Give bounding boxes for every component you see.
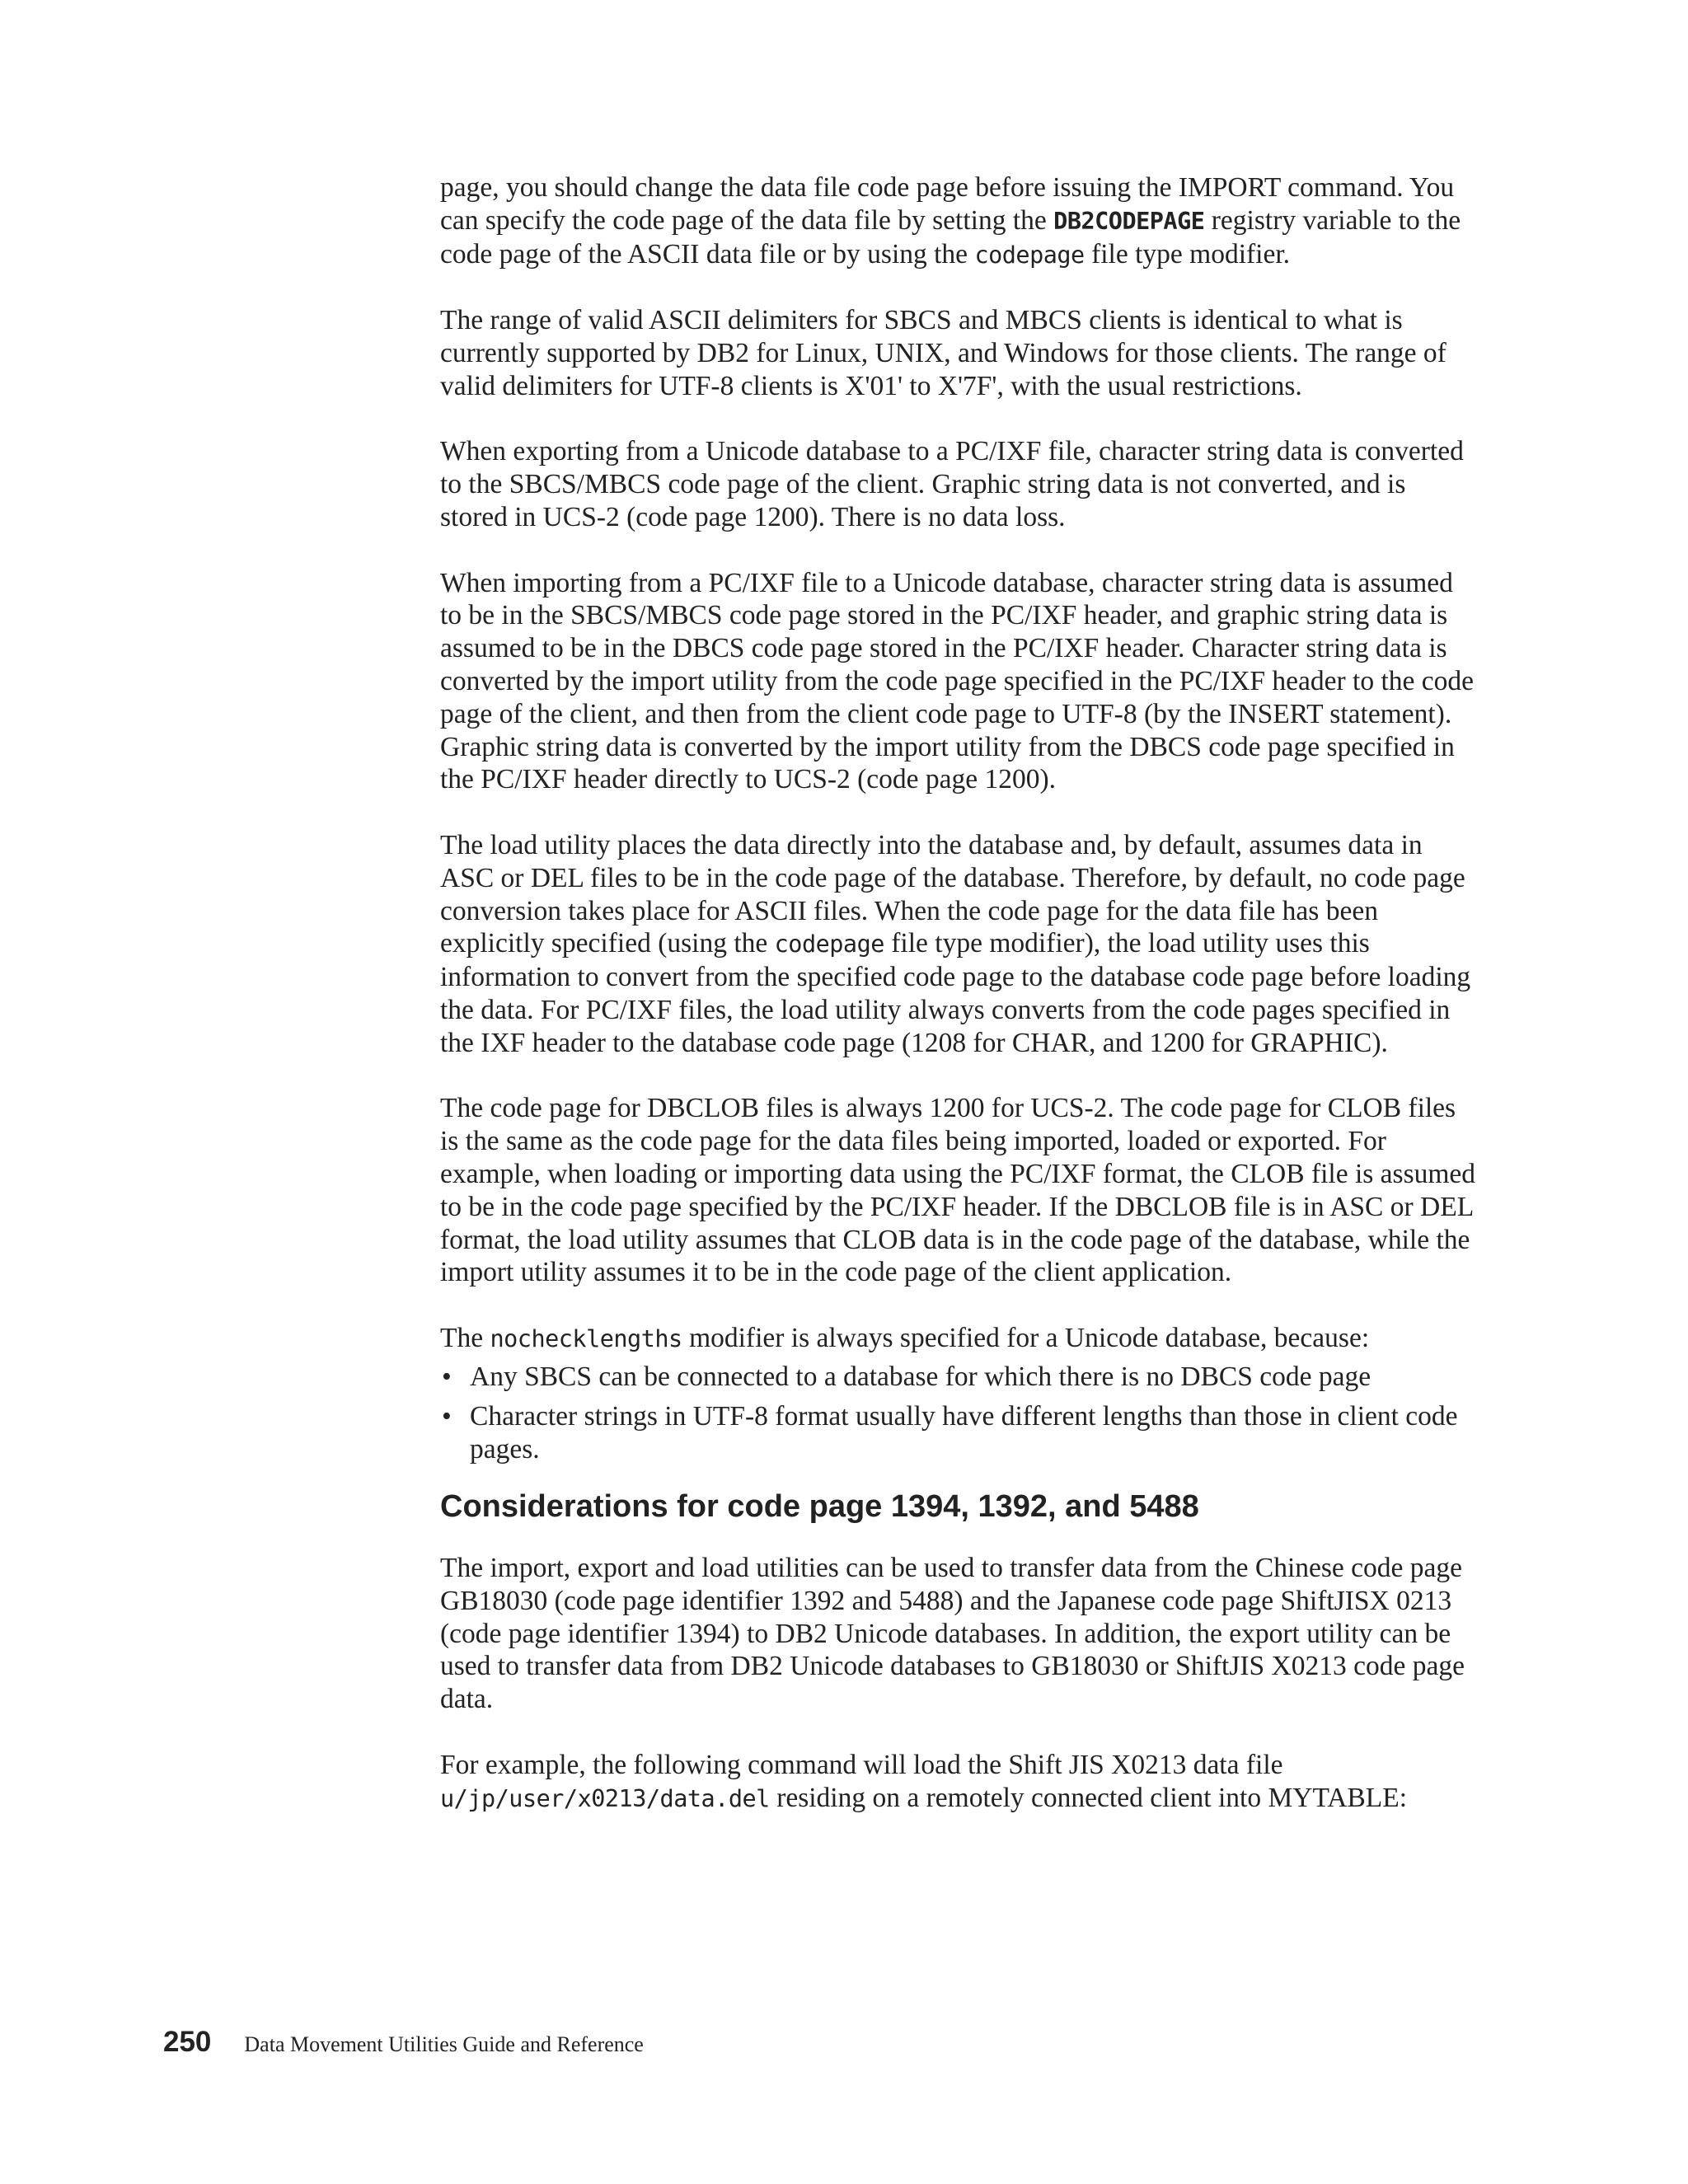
list-item: • Any SBCS can be connected to a database for which there is no DBCS code page [442, 1361, 1372, 1392]
list-item: • Character strings in UTF-8 format usually have different lengths than those in client code pages. [442, 1401, 1458, 1465]
paragraph-ascii-delimiters: The range of valid ASCII delimiters for SBCS and MBCS clients is identical to what is currently supported by DB2 for Linux, UNIX, and Windows for those clients. The range of valid delimiters for UTF-8 clients is X'01' to X'7F', with the usual restrictions. [440, 305, 1447, 401]
codepage-modifier-code: codepage [974, 241, 1085, 269]
paragraph-codepage-import: page, you should change the data file code page before issuing the IMPORT command. You can specify the code page of the data file by setting the DB2CODEPAGE registry variable to the code page of the ASCII data file or by using the codepage file type modifier. [440, 172, 1461, 269]
codepage-modifier-code: codepage [774, 930, 884, 958]
page-body [440, 171, 1479, 1848]
bullet-icon: • [442, 1401, 452, 1432]
file-path-code: u/jp/user/x0213/data.del [440, 1784, 770, 1812]
db2codepage-keyword: DB2CODEPAGE [1053, 207, 1205, 235]
paragraph-exporting-unicode: When exporting from a Unicode database to a PC/IXF file, character string data is converted to the SBCS/MBCS code page of the client. Graphic string data is not converted, and is stored in UCS-2 (code page 1200). There is no data loss. [440, 436, 1464, 532]
bullet-icon: • [442, 1361, 452, 1392]
paragraph-load-example: For example, the following command will load the Shift JIS X0213 data file u/jp/user/x0213/data.del residing on a remotely connected client into MYTABLE: [440, 1749, 1408, 1813]
reasons-list [440, 1361, 1479, 1466]
running-footer-title: Data Movement Utilities Guide and Reference [244, 2032, 644, 2056]
section-heading: Considerations for code page 1394, 1392, and 5488 [440, 1489, 1199, 1525]
paragraph-importing-pcixf: When importing from a PC/IXF file to a Unicode database, character string data is assumed to be in the SBCS/MBCS code page stored in the PC/IXF header, and graphic string data is assumed to be in the DBCS code page stored in the PC/IXF header. Character string data is converted by the import utility from the code page specified in the PC/IXF header to the code page of the client, and then from the client code page to UTF-8 (by the INSERT statement). Graphic string data is converted by the import utility from the DBCS code page specified in the PC/IXF header directly to UCS-2 (code page 1200). [440, 567, 1475, 795]
paragraph-dbclob-files: The code page for DBCLOB files is always 1200 for UCS-2. The code page for CLOB files is the same as the code page for the data files being imported, loaded or exported. For example, when loading or importing data using the PC/IXF format, the CLOB file is assumed to be in the code page specified by the PC/IXF header. If the DBCLOB file is in ASC or DEL format, the load utility assumes that CLOB data is in the code page of the database, while the import utility assumes it to be in the code page of the client application. [440, 1093, 1476, 1288]
paragraph-load-utility: The load utility places the data directly into the database and, by default, assumes data in ASC or DEL files to be in the code page of the database. Therefore, by default, no code page conversion takes place for ASCII files. When the code page for the data file has been explicitly specified (using the codepage file type modifier), the load utility uses this information to convert from the specified code page to the database code page before loading the data. For PC/IXF files, the load utility always converts from the code pages specified in the IXF header to the database code page (1208 for CHAR, and 1200 for GRAPHIC). [440, 829, 1471, 1058]
page-footer [163, 2026, 644, 2059]
paragraph-gb18030-shiftjis: The import, export and load utilities can be used to transfer data from the Chinese code page GB18030 (code page identifier 1392 and 5488) and the Japanese code page ShiftJISX 0213 (code page identifier 1394) to DB2 Unicode databases. In addition, the export utility can be used to transfer data from DB2 Unicode databases to GB18030 or ShiftJIS X0213 code page data. [440, 1553, 1465, 1715]
page-number: 250 [163, 2026, 212, 2058]
nochecklengths-modifier-code: nochecklengths [490, 1324, 682, 1352]
paragraph-nochecklengths: The nochecklengths modifier is always specified for a Unicode database, because: [440, 1322, 1370, 1353]
